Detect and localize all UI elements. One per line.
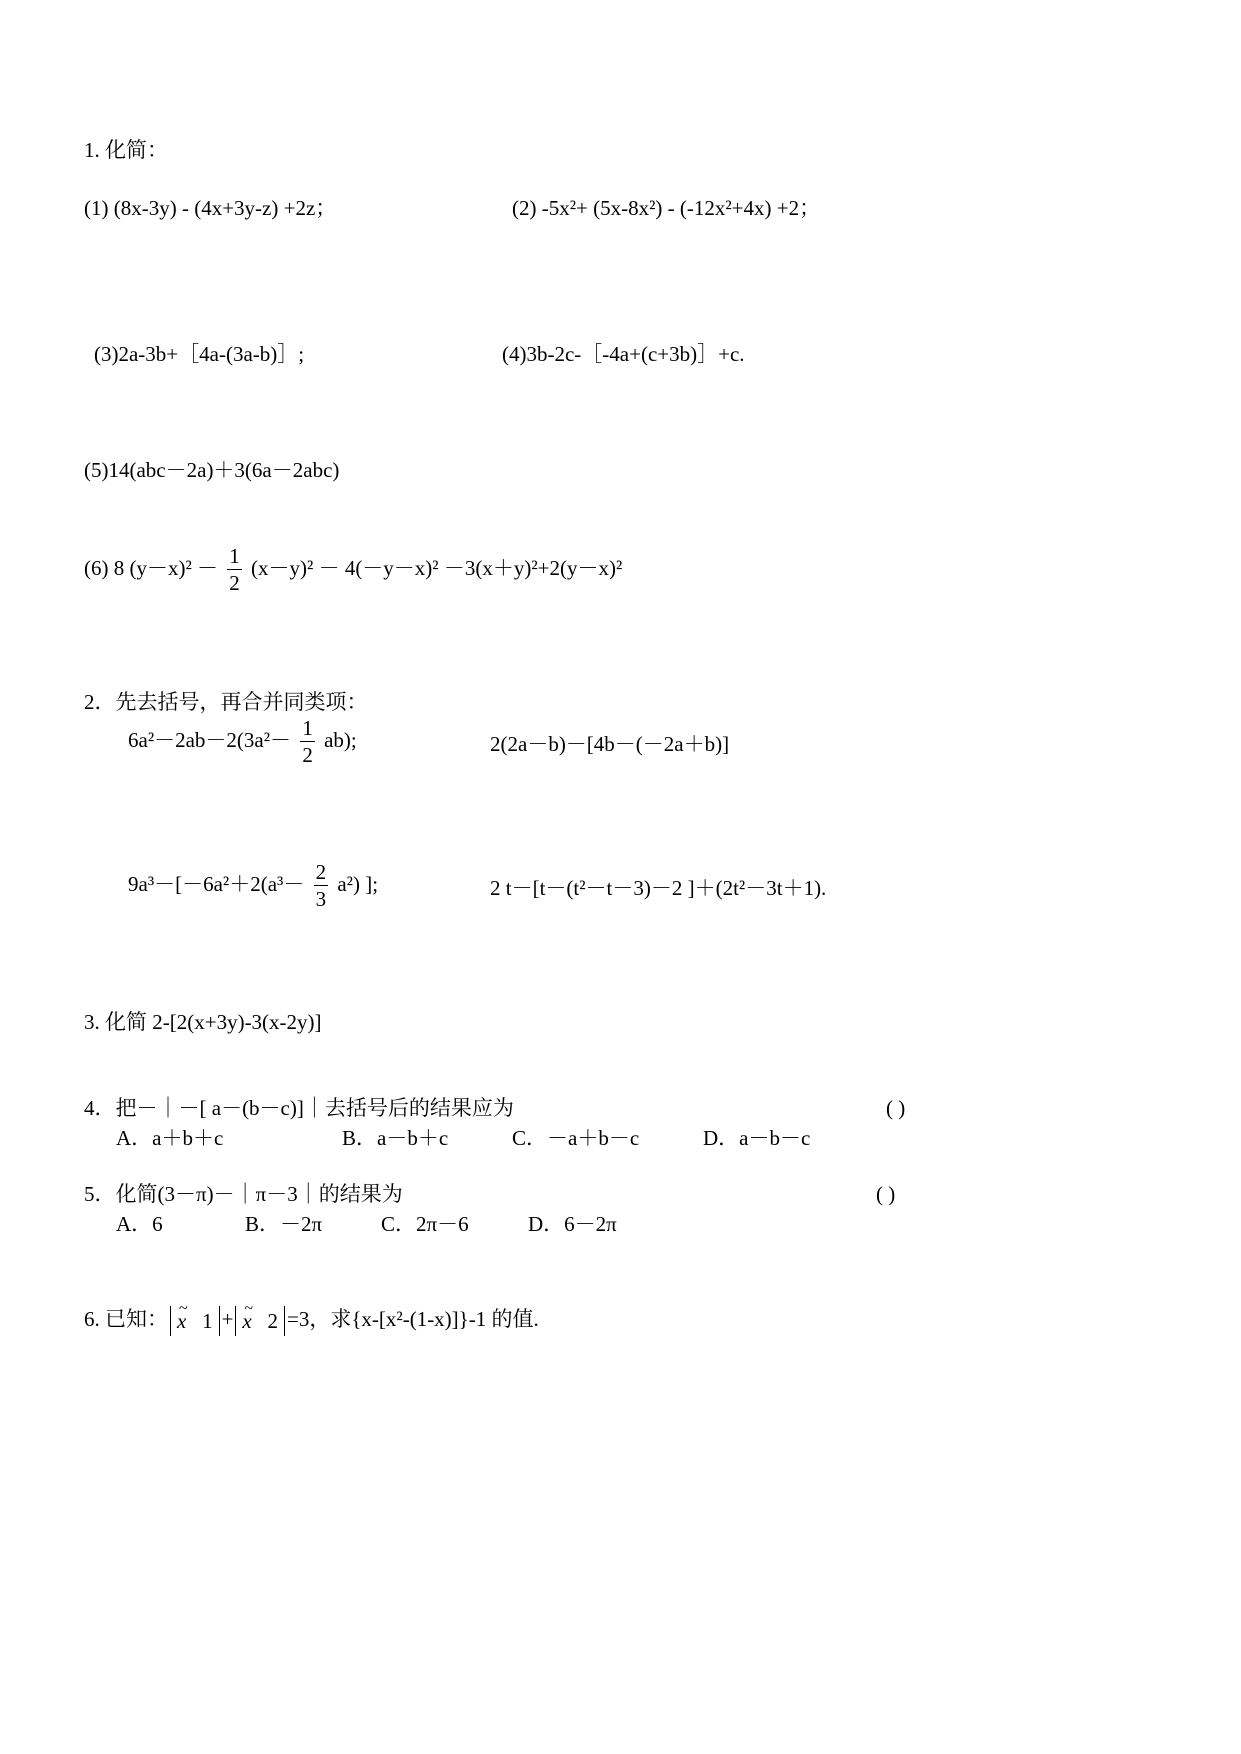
q1-title: 1. 化简： [84,138,168,162]
q6-abs-2 [235,1306,285,1336]
q6-abs1-var: ~ x [177,1308,186,1334]
q6-abs-1 [170,1306,220,1336]
q4-option-d: D．a－b－c [703,1126,811,1150]
q2-expr3-b: a²) ]; [337,871,379,896]
q5-stem: 5．化简(3－π)－｜π－3｜的结果为 [84,1182,403,1206]
q2-expr1 [128,718,357,766]
q5-option-d: D．6－2π [528,1212,617,1236]
q1-part5: (5)14(abc－2a)＋3(6a－2abc) [84,458,340,482]
q2-expr3-a: 9a³－[－6a²＋2(a³－ [128,871,305,896]
q5-option-a: A．6 [116,1212,163,1236]
q6-prefix: 6. 已知： [84,1306,168,1331]
q2-expr3-fraction [314,862,329,910]
q5-option-b: B．－2π [245,1212,323,1236]
q2-expr1-fraction [300,718,315,766]
q2-expr1-a: 6a²－2ab－2(3a²－ [128,727,292,752]
q1-part6-a: (6) 8 (y－x)² － [84,555,219,580]
q4-answer-paren: ( ) [886,1096,906,1120]
q2-title: 2．先去括号，再合并同类项： [84,690,368,714]
q6-suffix: =3，求{x-[x²-(1-x)]}-1 的值. [287,1306,539,1331]
q4-stem: 4．把－｜－[ a－(b－c)]｜去括号后的结果应为 [84,1096,514,1120]
q1-part6 [84,546,622,594]
q3-text: 3. 化简 2-[2(x+3y)-3(x-2y)] [84,1010,322,1034]
q6-line [84,1306,539,1336]
q5-answer-paren: ( ) [876,1182,896,1206]
q5-option-c: C．2π－6 [381,1212,469,1236]
q1-part1: (1) (8x-3y) - (4x+3y-z) +2z； [84,196,337,220]
q1-part6-frac-den: 2 [229,571,240,595]
q2-expr1-frac-den: 2 [302,743,313,767]
q4-option-a: A．a＋b＋c [116,1126,224,1150]
q2-expr2: 2(2a－b)－[4b－(－2a＋b)] [490,732,730,756]
q1-part3: (3)2a-3b+［4a-(3a-b)］; [94,342,305,366]
q4-option-b: B．a－b＋c [342,1126,449,1150]
q4-option-c: C．－a＋b－c [512,1126,640,1150]
q1-part2: (2) -5x²+ (5x-8x²) - (-12x²+4x) +2； [512,196,821,220]
q1-part6-b: (x－y)² － 4(－y－x)² －3(x＋y)²+2(y－x)² [251,555,623,580]
q2-expr4: 2 t－[t－(t²－t－3)－2 ]＋(2t²－3t＋1). [490,876,827,900]
q2-expr3 [128,862,378,910]
q6-plus: + [221,1306,234,1331]
q2-expr3-frac-den: 3 [315,887,327,911]
q2-expr3-frac-num: 2 [315,860,327,884]
q1-part6-fraction [227,546,242,594]
q1-part6-frac-num: 1 [229,544,240,568]
q6-abs2-rest: 2 [267,1309,278,1333]
q1-part4: (4)3b-2c-［-4a+(c+3b)］+c. [502,342,745,366]
q6-abs1-rest: 1 [202,1309,213,1333]
q2-expr1-b: ab); [324,727,357,752]
q2-expr1-frac-num: 1 [302,716,313,740]
q6-abs2-var: ~ x [242,1308,251,1334]
